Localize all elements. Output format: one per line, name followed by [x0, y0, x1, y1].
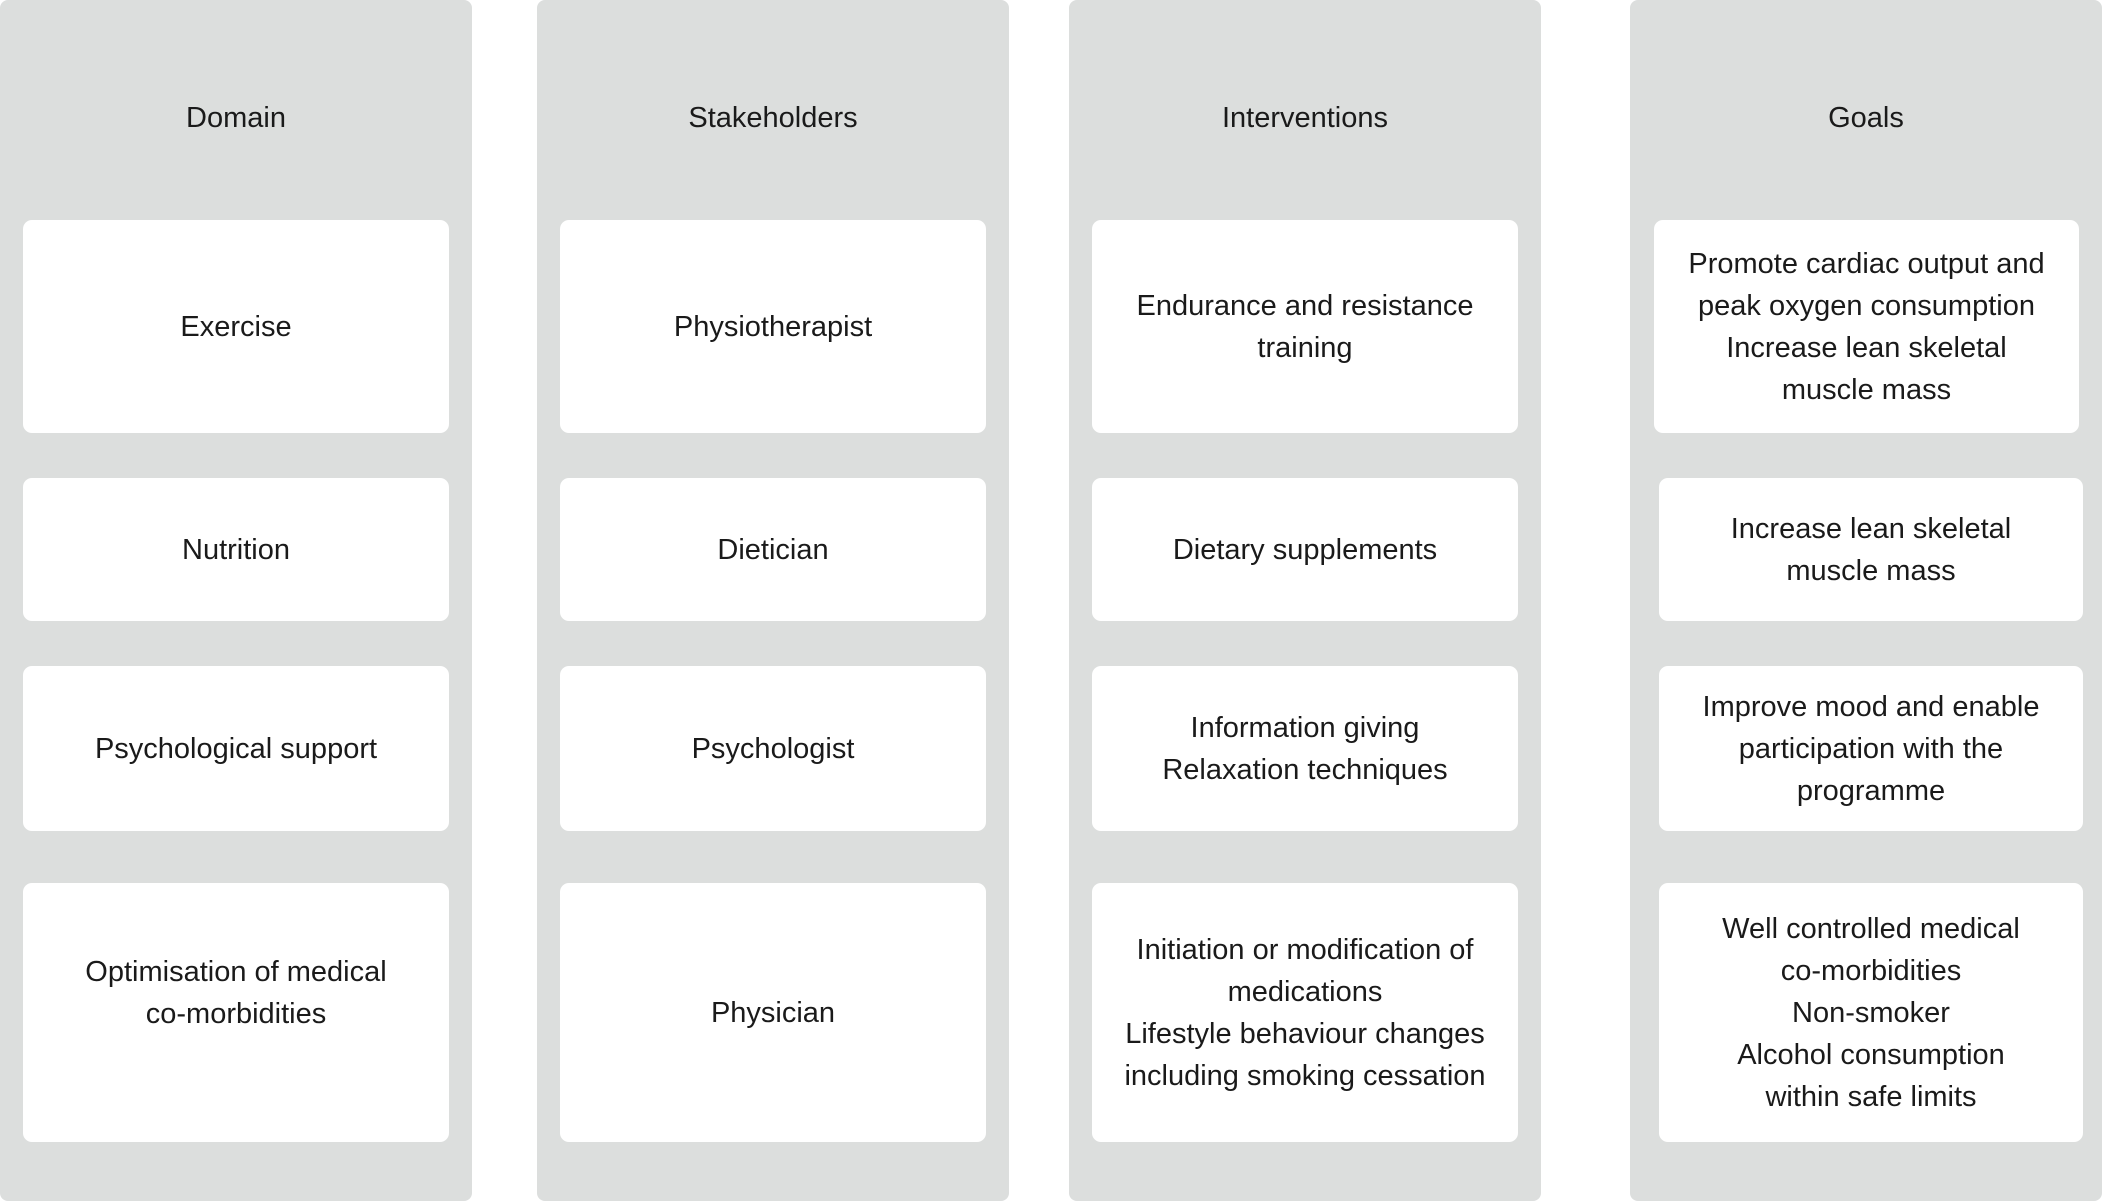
card-text-line: training	[1257, 331, 1353, 364]
card-text-line: Well controlled medical	[1722, 912, 2020, 945]
domain-card-medical-comorbidities	[23, 883, 449, 1142]
card-text-line: Promote cardiac output and	[1688, 247, 2045, 280]
card-text-line: including smoking cessation	[1124, 1059, 1486, 1092]
intervention-card-information	[1092, 666, 1518, 831]
card-text-line: Dietary supplements	[1172, 533, 1438, 566]
card-text-line: programme	[1796, 774, 1946, 807]
domain-card-nutrition	[23, 478, 449, 621]
domain-card-exercise	[23, 220, 449, 433]
card-text-line: Alcohol consumption	[1737, 1038, 2005, 1071]
domain-card-psychological-support	[23, 666, 449, 831]
column-header-stakeholders: Stakeholders	[688, 102, 858, 134]
card-text-line: muscle mass	[1781, 373, 1952, 406]
goal-card-comorbidities	[1659, 883, 2083, 1142]
card-text-line: Dietician	[717, 533, 829, 566]
card-text-line: Improve mood and enable	[1702, 690, 2040, 723]
card-text-line: Increase lean skeletal	[1726, 331, 2007, 364]
goal-card-cardiac-output	[1654, 220, 2079, 433]
stakeholder-card-physiotherapist	[560, 220, 986, 433]
column-goals	[1630, 0, 2102, 1201]
card-text-line: Information giving	[1190, 711, 1420, 744]
card-text-line: within safe limits	[1765, 1080, 1977, 1113]
column-stakeholders	[537, 0, 1009, 1201]
card-text-line: peak oxygen consumption	[1698, 289, 2035, 322]
intervention-card-supplements	[1092, 478, 1518, 621]
card-text-line: Exercise	[180, 310, 292, 343]
stakeholder-card-physician	[560, 883, 986, 1142]
card-text-line: Relaxation techniques	[1162, 753, 1448, 786]
card-text-line: Endurance and resistance	[1136, 289, 1474, 322]
card-text-line: co-morbidities	[145, 998, 327, 1030]
card-text-line: participation with the	[1738, 732, 2004, 765]
card-text-line: muscle mass	[1786, 554, 1956, 587]
card-text-line: Physiotherapist	[673, 310, 873, 343]
card-text-line: Lifestyle behaviour changes	[1125, 1017, 1485, 1050]
card-text-line: Physician	[710, 996, 836, 1029]
column-interventions	[1069, 0, 1541, 1201]
card-text-line: Initiation or modification of	[1136, 933, 1474, 966]
card-text-line: Non-smoker	[1792, 996, 1950, 1029]
card-text-line: Nutrition	[182, 533, 290, 566]
goal-card-muscle-mass	[1659, 478, 2083, 621]
intervention-card-training	[1092, 220, 1518, 433]
card-text-line: Psychologist	[691, 732, 855, 765]
intervention-card-medications	[1092, 883, 1518, 1142]
card-text-line: Increase lean skeletal	[1730, 512, 2012, 545]
column-header-interventions: Interventions	[1221, 102, 1389, 134]
column-header-goals: Goals	[1828, 102, 1904, 134]
goal-card-mood	[1659, 666, 2083, 831]
stakeholder-card-dietician	[560, 478, 986, 621]
column-domain	[0, 0, 472, 1201]
card-text-line: medications	[1227, 975, 1383, 1008]
column-header-domain: Domain	[186, 102, 286, 134]
card-text-line: co-morbidities	[1780, 954, 1962, 987]
card-text-line: Psychological support	[94, 732, 378, 765]
card-text-line: Optimisation of medical	[85, 956, 387, 988]
stakeholder-card-psychologist	[560, 666, 986, 831]
